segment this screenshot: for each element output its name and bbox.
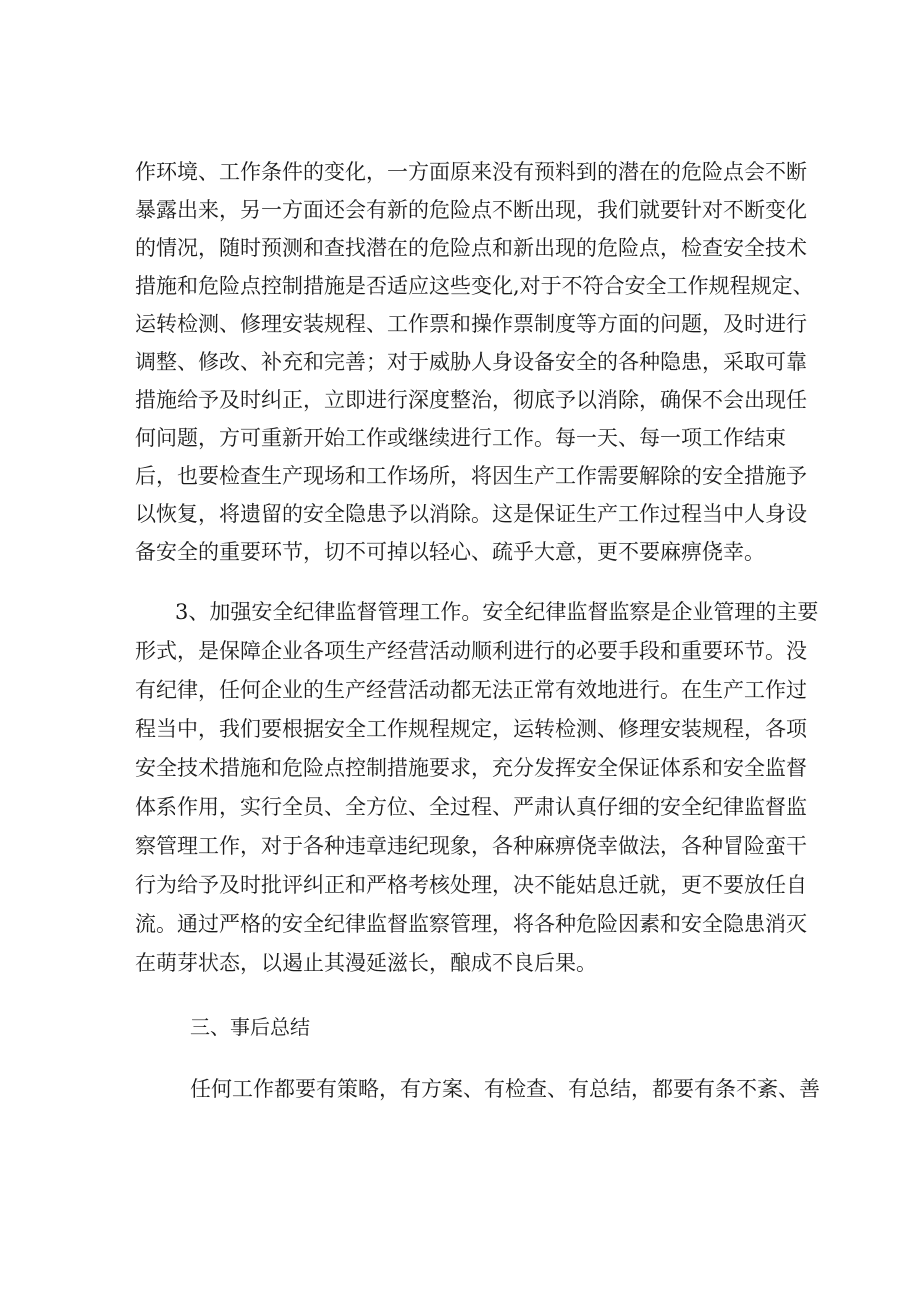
text-line: 措施和危险点控制措施是否适应这些变化,对于不符合安全工作规程规定、 <box>135 274 814 298</box>
text-line: 暴露出来，另一方面还会有新的危险点不断出现，我们就要针对不断变化 <box>135 198 807 222</box>
text-line: 以恢复，将遗留的安全隐患予以消除。这是保证生产工作过程当中人身设 <box>135 502 807 526</box>
text-line: 措施给予及时纠正，立即进行深度整治，彻底予以消除，确保不会出现任 <box>135 388 807 412</box>
text-line: 有纪律，任何企业的生产经营活动都无法正常有效地进行。在生产工作过 <box>135 678 807 702</box>
text-line: 的情况，随时预测和查找潜在的危险点和新出现的危险点，检查安全技术 <box>135 236 807 260</box>
text-line: 备安全的重要环节，切不可掉以轻心、疏乎大意，更不要麻痹侥幸。 <box>135 540 765 564</box>
text-line: 流。通过严格的安全纪律监督监察管理，将各种危险因素和安全隐患消灭 <box>135 912 807 936</box>
text-line: 程当中，我们要根据安全工作规程规定，运转检测、修理安装规程，各项 <box>135 717 807 741</box>
text-line: 形式，是保障企业各项生产经营活动顺利进行的必要手段和重要环节。没 <box>135 639 807 663</box>
text-line: 调整、修改、补充和完善；对于威胁人身设备安全的各种隐患，采取可靠 <box>135 350 807 374</box>
text-line: 在萌芽状态，以遏止其漫延滋长，酿成不良后果。 <box>135 951 597 975</box>
text-line: 体系作用，实行全员、全方位、全过程、严肃认真仔细的安全纪律监督监 <box>135 795 807 819</box>
text-line: 3、加强安全纪律监督管理工作。安全纪律监督监察是企业管理的主要 <box>175 600 819 624</box>
section-heading: 三、事后总结 <box>190 1015 310 1039</box>
text-line: 运转检测、修理安装规程、工作票和操作票制度等方面的问题，及时进行 <box>135 312 807 336</box>
text-line: 行为给予及时批评纠正和严格考核处理，决不能姑息迁就，更不要放任自 <box>135 873 807 897</box>
text-line: 何问题，方可重新开始工作或继续进行工作。每一天、每一项工作结束 <box>135 426 786 450</box>
text-line: 后，也要检查生产现场和工作场所，将因生产工作需要解除的安全措施予 <box>135 464 807 488</box>
text-line: 安全技术措施和危险点控制措施要求，充分发挥安全保证体系和安全监督 <box>135 756 807 780</box>
text-line: 作环境、工作条件的变化，一方面原来没有预料到的潜在的危险点会不断 <box>135 160 807 184</box>
text-line: 察管理工作，对于各种违章违纪现象，各种麻痹侥幸做法，各种冒险蛮干 <box>135 834 807 858</box>
text-line: 任何工作都要有策略，有方案、有检查、有总结，都要有条不紊、善 <box>190 1077 820 1101</box>
